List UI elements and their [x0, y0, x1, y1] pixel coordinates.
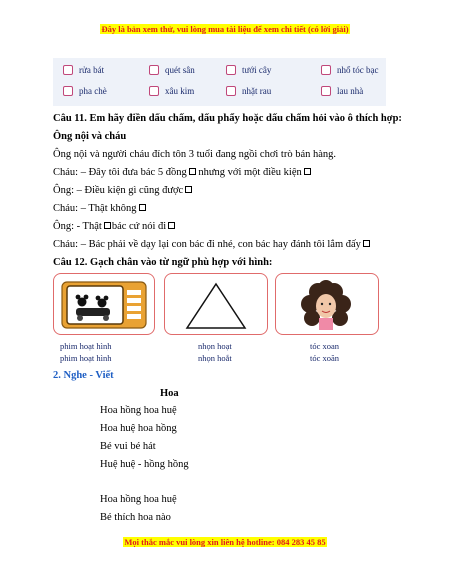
dialogue-line: Ông: – Điều kiện gì cũng được — [53, 185, 192, 196]
triangle-icon — [165, 274, 267, 334]
checkbox[interactable] — [149, 65, 159, 75]
answer-box[interactable] — [363, 240, 370, 247]
dialogue-line: Ông: - Thật bác cứ nói đi — [53, 221, 175, 232]
answer-box[interactable] — [168, 222, 175, 229]
option-text[interactable]: phim hoạt hình — [60, 341, 112, 351]
word-box[interactable]: quét sân — [149, 65, 195, 75]
word-box[interactable]: lau nhà — [321, 86, 363, 96]
word-box[interactable]: tưới cây — [226, 65, 271, 75]
poem-line: Hoa hồng hoa huệ — [100, 494, 177, 505]
q11-title: Câu 11. Em hãy điền dấu chấm, dấu phẩy hoặc dấu chấm hỏi vào ô thích hợp: — [53, 113, 402, 124]
checkbox[interactable] — [226, 86, 236, 96]
dialogue-line: Cháu: – Thật không — [53, 203, 146, 214]
answer-box[interactable] — [304, 168, 311, 175]
curly-hair-girl-icon — [276, 274, 378, 334]
option-text[interactable]: phim hoạt hình — [60, 353, 112, 363]
poem-line: Bé thích hoa nào — [100, 512, 171, 523]
checkbox[interactable] — [63, 86, 73, 96]
word-box[interactable]: nhặt rau — [226, 86, 271, 96]
answer-box[interactable] — [189, 168, 196, 175]
option-text[interactable]: nhọn hoạt — [198, 341, 232, 351]
option-text[interactable]: tóc xoan — [310, 341, 340, 351]
picture-tv-cartoon — [53, 273, 155, 335]
answer-box[interactable] — [104, 222, 111, 229]
bottom-banner: Mọi thắc mắc vui lòng xin liên hệ hotline: 084 283 45 85 — [124, 537, 326, 547]
dialogue-line: Cháu: – Đây tôi đưa bác 5 đồng nhưng với một điều kiện — [53, 167, 311, 178]
word-box[interactable]: rửa bát — [63, 65, 104, 75]
checkbox[interactable] — [321, 86, 331, 96]
option-text[interactable]: nhọn hoắt — [198, 353, 232, 363]
checkbox[interactable] — [226, 65, 236, 75]
q12-title: Câu 12. Gạch chân vào từ ngữ phù hợp với hình: — [53, 257, 273, 268]
picture-triangle — [164, 273, 268, 335]
top-banner: Đây là bản xem thử, vui lòng mua tài liệu để xem chi tiết (có lời giải) — [101, 24, 349, 34]
word-box-grid — [53, 58, 386, 106]
checkbox[interactable] — [63, 65, 73, 75]
tv-icon — [54, 274, 154, 334]
checkbox[interactable] — [321, 65, 331, 75]
checkbox[interactable] — [149, 86, 159, 96]
word-box[interactable]: pha chè — [63, 86, 107, 96]
poem-line: Bé vui bé hát — [100, 441, 156, 452]
option-text[interactable]: tóc xoăn — [310, 353, 340, 363]
word-box[interactable]: xâu kim — [149, 86, 194, 96]
word-box[interactable]: nhổ tóc bạc — [321, 65, 378, 75]
answer-box[interactable] — [185, 186, 192, 193]
answer-box[interactable] — [139, 204, 146, 211]
poem-title: Hoa — [160, 388, 179, 399]
dialogue-line: Cháu: – Bác phải về dạy lại con bác đi nhé, con bác hay đánh tôi lắm đấy — [53, 239, 370, 250]
section-heading: 2. Nghe - Viết — [53, 370, 114, 381]
poem-line: Hoa hồng hoa huệ — [100, 405, 177, 416]
story-title: Ông nội và cháu — [53, 131, 127, 142]
poem-line: Hoa huệ hoa hồng — [100, 423, 177, 434]
story-intro: Ông nội và người cháu đích tôn 3 tuổi đang ngồi chơi trò bán hàng. — [53, 149, 337, 160]
picture-curly-hair — [275, 273, 379, 335]
poem-line: Huệ huệ - hồng hồng — [100, 459, 189, 470]
